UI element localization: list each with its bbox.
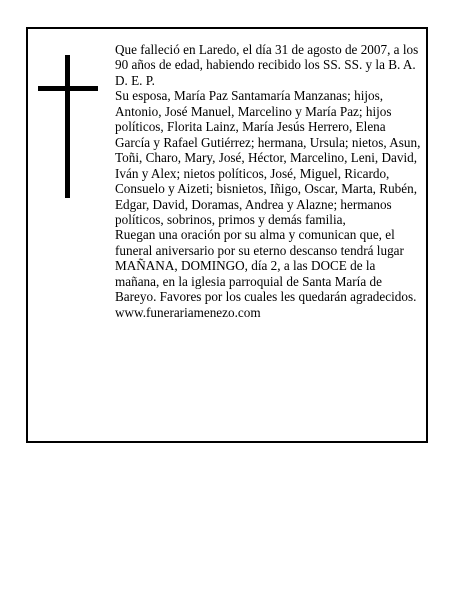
cross-icon xyxy=(38,55,98,198)
funeral-home-url: www.funerariamenezo.com xyxy=(115,304,261,320)
cross-vertical-bar xyxy=(65,55,70,198)
cross-horizontal-bar xyxy=(38,86,98,91)
death-announcement: Que falleció en Laredo, el día 31 de agosto de 2007, a los 90 años de edad, habiendo recibido los SS. SS. y la B. A. xyxy=(115,42,419,73)
family-list: Su esposa, María Paz Santamaría Manzanas; hijos, Antonio, José Manuel, Marcelino y María Paz; hijos políticos, Florita Lainz, María Jesús Herrero, Elena García y Rafael Gutiérrez; hermana, Ursula; nietos, Asun, Toñi, Charo, Mary, José, Héctor, Marcelino, Leni, David, Iván y Alex; nietos políticos, José, Miguel, Ricardo, Consuelo y Aizeti; bisnietos, Iñigo, Oscar, Marta, Rubén, Edgar, David, Doramas, Andrea y Alazne; hermanos políticos, sobrinos, primos y demás familia, xyxy=(115,88,421,227)
notice-text xyxy=(115,42,421,320)
rip-line: D. E. P. xyxy=(115,72,155,88)
funeral-details: Ruegan una oración por su alma y comunican que, el funeral aniversario por su eterno descanso tendrá lugar MAÑANA, DOMINGO, día 2, a las DOCE de la mañana, en la iglesia parroquial de Santa María de Bareyo. Favores por los cuales les quedarán agradecidos. xyxy=(115,227,417,305)
obituary-notice xyxy=(26,27,428,443)
